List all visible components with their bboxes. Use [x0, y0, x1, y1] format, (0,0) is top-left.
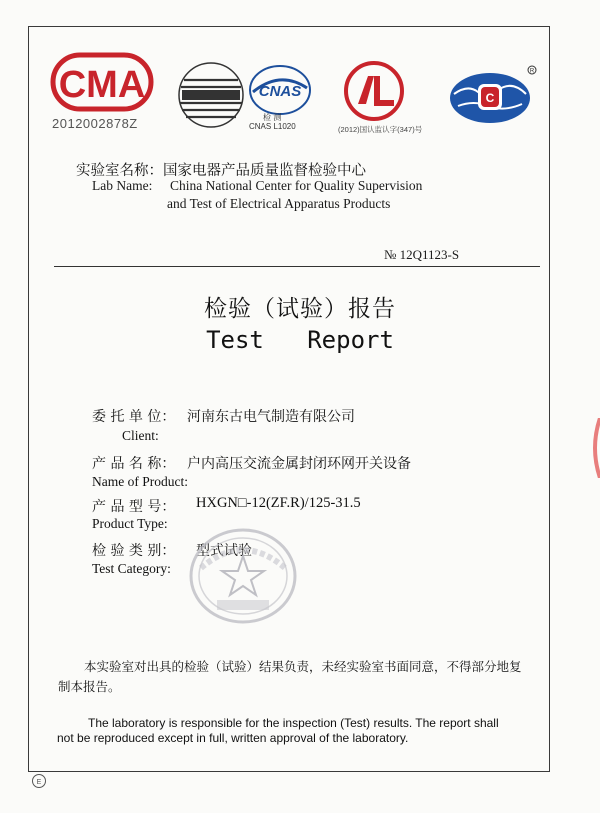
cma-code: 2012002878Z — [52, 116, 138, 131]
client-label-en: Client: — [122, 428, 159, 443]
client-label-cn: 委 托 单 位： — [92, 409, 176, 425]
lab-name-cn: 实验室名称：国家电器产品质量监督检验中心 — [76, 163, 366, 179]
svg-text:E: E — [36, 779, 42, 786]
cnas-mark: 检 测 — [263, 113, 282, 122]
client-value: 河南东古电气制造有限公司 — [187, 409, 355, 425]
type-value: HXGN□-12(ZF.R)/125-31.5 — [196, 495, 361, 511]
corner-mark-icon — [31, 773, 47, 794]
category-value: 型式试验 — [196, 543, 252, 559]
report-number: № 12Q1123-S — [384, 247, 460, 262]
lab-name-en-line2: and Test of Electrical Apparatus Products — [167, 196, 391, 211]
product-label-en: Name of Product: — [92, 474, 188, 489]
al-logo-icon — [340, 60, 408, 122]
category-label-en: Test Category: — [92, 561, 171, 576]
cma-logo-icon — [50, 52, 154, 112]
product-label-cn: 产 品 名 称： — [92, 456, 176, 472]
lab-name-en-label: Lab Name: — [92, 178, 153, 193]
svg-text:R: R — [529, 68, 535, 75]
divider — [54, 266, 540, 267]
ccc-globe-logo-icon — [448, 64, 538, 124]
svg-text:C: C — [485, 91, 495, 105]
lab-name-en-line1: China National Center for Quality Supervision — [170, 178, 423, 193]
svg-text:CMA: CMA — [58, 64, 146, 106]
svg-text:CNAS: CNAS — [258, 83, 302, 100]
disclaimer-en-line1: The laboratory is responsible for the inspection (Test) results. The report shall — [88, 716, 499, 730]
ilac-mra-logo-icon — [176, 60, 246, 130]
type-label-en: Product Type: — [92, 516, 168, 531]
disclaimer-cn: 本实验室对出具的检验（试验）结果负责，未经实验室书面同意，不得部分地复制本报告。 — [58, 659, 522, 694]
al-code: (2012)国认监认字(347)号 — [338, 125, 423, 134]
product-value: 户内高压交流金属封闭环网开关设备 — [187, 456, 411, 472]
disclaimer-en-line2: not be reproduced except in full, written approval of the laboratory. — [57, 731, 409, 745]
type-label-cn: 产 品 型 号： — [92, 499, 176, 515]
disclaimer-en — [50, 716, 550, 746]
inspection-stamp-icon — [187, 526, 299, 631]
title-cn: 检验（试验）报告 — [204, 296, 396, 322]
edge-seal-mark-icon — [590, 418, 600, 483]
title-en: Test Report — [206, 326, 394, 354]
category-label-cn: 检 验 类 别： — [92, 543, 176, 559]
cnas-code: 检 测 CNAS L1020 — [249, 113, 296, 131]
